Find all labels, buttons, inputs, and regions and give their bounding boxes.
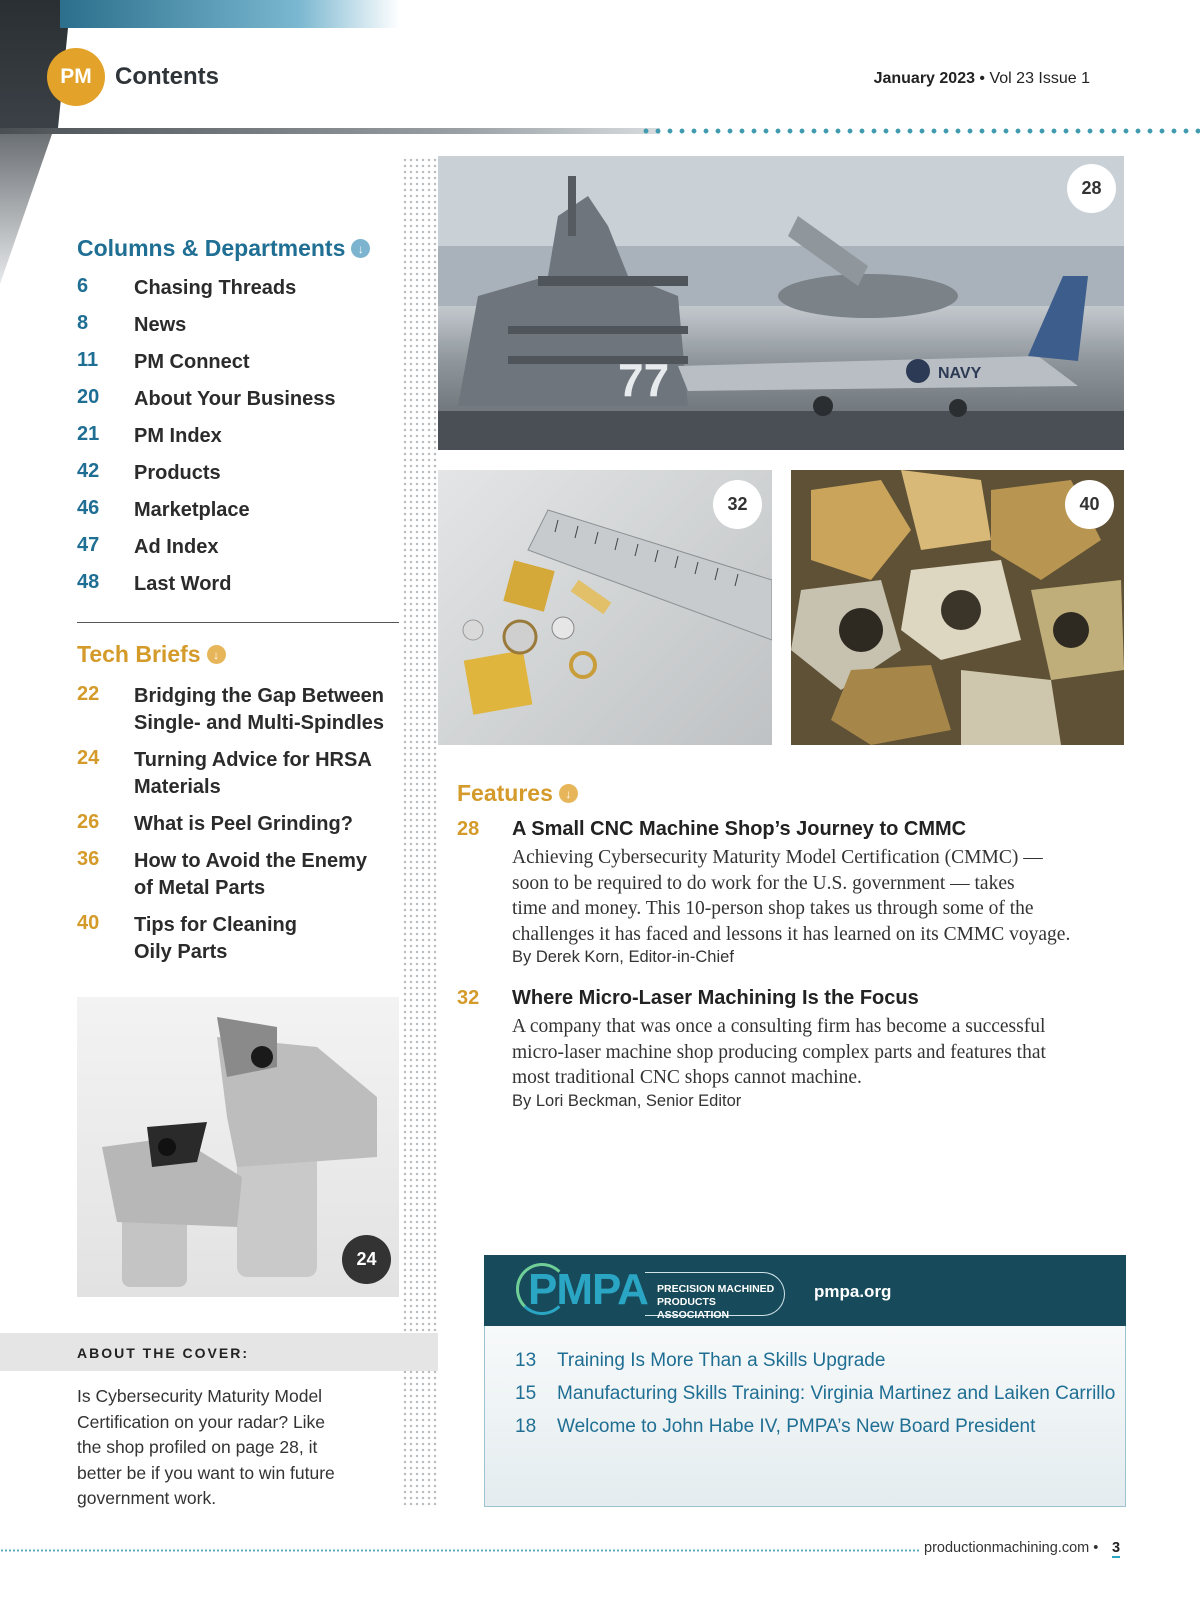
page-badge: 24 xyxy=(342,1235,391,1284)
tech-briefs-heading xyxy=(77,641,226,668)
about-cover-line: the shop profiled on page 28, it xyxy=(77,1437,318,1457)
page-number: 8 xyxy=(77,312,89,334)
feature-byline: By Derek Korn, Editor-in-Chief xyxy=(512,948,734,966)
item-label: PM Connect xyxy=(134,351,250,373)
item-label: About Your Business xyxy=(134,388,336,410)
features-heading xyxy=(457,780,578,807)
item-label: What is Peel Grinding? xyxy=(134,813,353,835)
about-cover-line: government work. xyxy=(77,1488,217,1508)
columns-departments-title: Columns & Departments xyxy=(77,235,346,261)
features-title: Features xyxy=(457,780,553,806)
page-title: Contents xyxy=(115,63,219,90)
issue-date: January 2023 xyxy=(873,70,975,87)
page-number: 24 xyxy=(77,747,100,769)
feature-byline: By Lori Beckman, Senior Editor xyxy=(512,1092,742,1110)
item-label xyxy=(134,747,372,801)
page-number: 15 xyxy=(515,1383,537,1404)
about-cover-line: better be if you want to win future xyxy=(77,1462,335,1483)
pmpa-logo: PMPA xyxy=(528,1265,648,1314)
list-item[interactable] xyxy=(77,312,186,339)
page-number: 18 xyxy=(515,1416,537,1437)
item-label: Marketplace xyxy=(134,499,250,521)
item-label-line: Materials xyxy=(134,776,221,798)
list-item[interactable] xyxy=(77,571,231,598)
page-badge: 40 xyxy=(1065,480,1114,529)
pmpa-list-item[interactable] xyxy=(515,1383,1115,1405)
item-label: Welcome to John Habe IV, PMPA’s New Board President xyxy=(557,1416,1036,1437)
item-label: Ad Index xyxy=(134,536,219,558)
list-item[interactable] xyxy=(77,848,367,902)
page-number: 21 xyxy=(77,423,100,445)
pmpa-url-link[interactable]: pmpa.org xyxy=(814,1282,892,1301)
page-number: 11 xyxy=(77,349,99,371)
list-item[interactable] xyxy=(77,912,297,966)
feature-title: A Small CNC Machine Shop’s Journey to CMMC xyxy=(512,818,967,840)
list-item[interactable] xyxy=(77,386,336,413)
feature-desc-line: challenges it has faced and lessons it has learned on its CMMC voyage. xyxy=(512,923,1071,945)
item-label-line: Bridging the Gap Between xyxy=(134,685,385,707)
side-wedge xyxy=(0,134,52,284)
item-label-line: Turning Advice for HRSA xyxy=(134,749,372,771)
footer-dot-rule xyxy=(0,1549,920,1552)
footer-page-number: 3 xyxy=(1112,1540,1121,1556)
feature-desc-line: time and money. This 10-person shop takes us through some of the xyxy=(512,898,1034,919)
item-label: Chasing Threads xyxy=(134,277,297,299)
item-label-line: Single- and Multi-Spindles xyxy=(134,712,384,734)
page-number: 22 xyxy=(77,683,100,705)
list-item[interactable] xyxy=(77,534,218,561)
about-cover-line: Is Cybersecurity Maturity Model xyxy=(77,1386,323,1406)
cutting-tool-photo[interactable] xyxy=(77,997,399,1297)
item-label: News xyxy=(134,314,187,336)
page-number: 36 xyxy=(77,848,100,870)
page-number: 13 xyxy=(515,1350,537,1371)
feature-title: Where Micro-Laser Machining Is the Focus xyxy=(512,987,919,1009)
item-label-line: of Metal Parts xyxy=(134,877,266,899)
page-number: 40 xyxy=(77,912,100,934)
item-label: Last Word xyxy=(134,573,232,595)
header-blue-band xyxy=(60,0,400,28)
feature-desc-line: most traditional CNC shops cannot machine. xyxy=(512,1067,862,1088)
feature-page: 32 xyxy=(457,987,480,1009)
columns-departments-heading xyxy=(77,235,370,262)
carrier-illustration xyxy=(438,156,1124,450)
dotted-column-band xyxy=(402,157,438,1507)
pmpa-tagline-line: PRECISION MACHINED xyxy=(657,1283,775,1295)
pmpa-list-item[interactable] xyxy=(515,1350,885,1372)
pm-logo: PM xyxy=(47,48,105,106)
header-dot-rule xyxy=(640,128,1200,134)
header-rule xyxy=(0,128,660,134)
footer-site[interactable]: productionmachining.com • xyxy=(924,1540,1099,1556)
feature-description xyxy=(512,1014,1112,1091)
issue-volume: Vol 23 Issue 1 xyxy=(989,70,1090,87)
list-item[interactable] xyxy=(77,275,296,302)
about-cover-text xyxy=(77,1384,362,1512)
aircraft-carrier-photo[interactable] xyxy=(438,156,1124,450)
page-number: 20 xyxy=(77,386,100,408)
list-item[interactable] xyxy=(77,349,250,376)
tech-briefs-title: Tech Briefs xyxy=(77,641,201,667)
page-number: 42 xyxy=(77,460,100,482)
item-label xyxy=(134,848,367,902)
pmpa-tagline xyxy=(645,1272,785,1321)
list-item[interactable] xyxy=(77,747,372,801)
item-label-line: How to Avoid the Enemy xyxy=(134,850,367,872)
item-label-line: Tips for Cleaning xyxy=(134,914,297,936)
item-label xyxy=(134,683,384,737)
pmpa-tagline-line: PRODUCTS ASSOCIATION xyxy=(657,1296,730,1321)
feature-desc-line: Achieving Cybersecurity Maturity Model Certification (CMMC) — xyxy=(512,847,1043,868)
list-item[interactable] xyxy=(77,460,221,487)
about-cover-line: Certification on your radar? Like xyxy=(77,1411,326,1432)
page-number: 26 xyxy=(77,811,100,833)
about-cover-heading: ABOUT THE COVER: xyxy=(77,1345,249,1361)
chevron-down-icon: ↓ xyxy=(559,784,578,803)
list-item[interactable] xyxy=(77,423,222,450)
item-label: Manufacturing Skills Training: Virginia Martinez and Laiken Carrillo xyxy=(557,1383,1116,1404)
issue-separator: • xyxy=(974,70,990,87)
issue-info xyxy=(874,70,1090,88)
chevron-down-icon: ↓ xyxy=(351,239,370,258)
item-label xyxy=(134,912,297,966)
page-badge: 32 xyxy=(713,480,762,529)
feature-article[interactable] xyxy=(457,818,1117,968)
page-number: 47 xyxy=(77,534,100,556)
page-number: 6 xyxy=(77,275,89,297)
brass-parts-photo[interactable] xyxy=(791,470,1124,745)
list-item[interactable] xyxy=(77,811,353,838)
item-label: PM Index xyxy=(134,425,222,447)
micro-parts-photo[interactable] xyxy=(438,470,772,745)
page-number: 46 xyxy=(77,497,100,519)
chevron-down-icon: ↓ xyxy=(207,645,226,664)
feature-page: 28 xyxy=(457,818,480,840)
feature-description xyxy=(512,845,1112,947)
section-divider xyxy=(77,622,399,623)
page-number: 48 xyxy=(77,571,100,593)
pmpa-list-item[interactable] xyxy=(515,1416,1035,1438)
item-label: Products xyxy=(134,462,221,484)
page-badge: 28 xyxy=(1067,164,1116,213)
navy-marking: NAVY xyxy=(938,365,982,382)
hull-number: 77 xyxy=(618,354,670,406)
feature-article[interactable] xyxy=(457,987,1117,1112)
list-item[interactable] xyxy=(77,497,250,524)
feature-desc-line: A company that was once a consulting firm has become a successful xyxy=(512,1016,1046,1037)
item-label-line: Oily Parts xyxy=(134,941,228,963)
feature-desc-line: micro-laser machine shop producing complex parts and features that xyxy=(512,1041,1046,1063)
list-item[interactable] xyxy=(77,683,384,737)
feature-desc-line: soon to be required to do work for the U.S. government — takes xyxy=(512,872,1015,894)
item-label: Training Is More Than a Skills Upgrade xyxy=(557,1350,886,1371)
